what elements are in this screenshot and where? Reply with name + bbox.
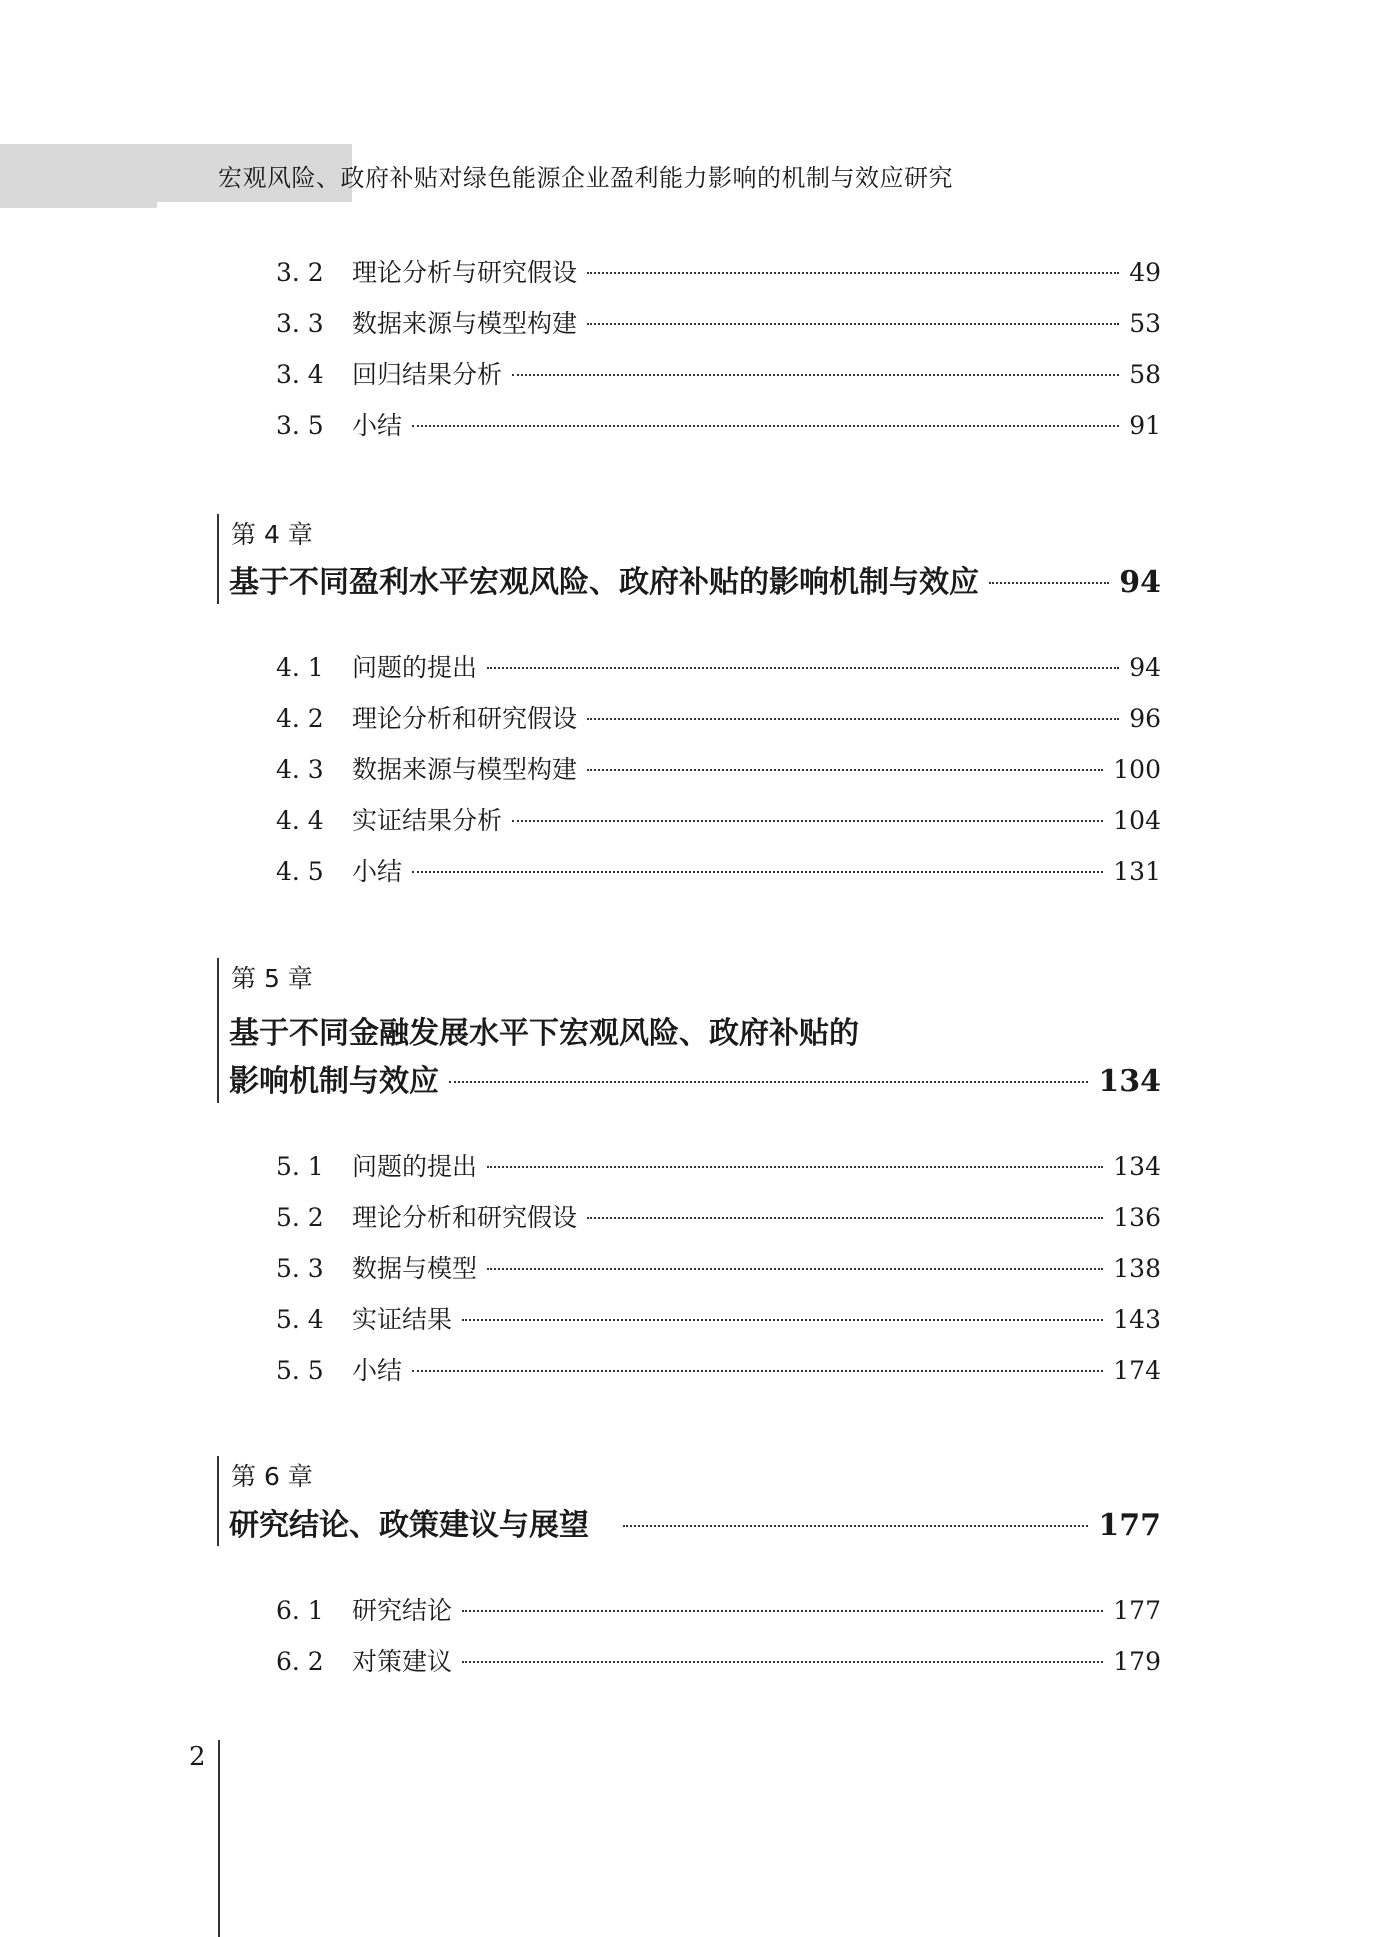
dot-leader xyxy=(587,272,1119,274)
chapter-page-number: 134 xyxy=(1098,1064,1161,1099)
page-number: 131 xyxy=(1113,857,1161,886)
section-number: 6. 1 xyxy=(276,1596,324,1625)
chapter-title-entry[interactable] xyxy=(229,1507,1161,1545)
toc-entry[interactable] xyxy=(276,1253,1161,1285)
section-number: 4. 1 xyxy=(276,653,324,682)
dot-leader xyxy=(623,1525,1088,1527)
section-number: 4. 3 xyxy=(276,755,324,784)
chapter-title: 基于不同盈利水平宏观风险、政府补贴的影响机制与效应 xyxy=(229,565,979,600)
section-title: 小结 xyxy=(352,411,403,440)
chapter-title-line2: 影响机制与效应 xyxy=(229,1064,439,1099)
page-number: 179 xyxy=(1113,1647,1161,1676)
page-number: 96 xyxy=(1129,704,1161,733)
section-title: 问题的提出 xyxy=(352,653,478,682)
section-number: 3. 3 xyxy=(276,309,324,338)
dot-leader xyxy=(412,425,1119,427)
dot-leader xyxy=(989,582,1109,584)
dot-leader xyxy=(587,718,1119,720)
dot-leader xyxy=(462,1661,1103,1663)
page-number: 136 xyxy=(1113,1203,1161,1232)
running-header-title: 宏观风险、政府补贴对绿色能源企业盈利能力影响的机制与效应研究 xyxy=(218,164,953,192)
section-title: 数据来源与模型构建 xyxy=(352,755,578,784)
page-number: 53 xyxy=(1129,309,1161,338)
toc-entry[interactable] xyxy=(276,1202,1161,1234)
dot-leader xyxy=(462,1319,1103,1321)
toc-entry[interactable] xyxy=(276,410,1161,442)
header-bar xyxy=(0,144,157,208)
toc-entry[interactable] xyxy=(276,1304,1161,1336)
section-number: 5. 1 xyxy=(276,1152,324,1181)
section-title: 问题的提出 xyxy=(352,1152,478,1181)
toc-entry[interactable] xyxy=(276,257,1161,289)
dot-leader xyxy=(462,1610,1103,1612)
dot-leader xyxy=(449,1081,1088,1083)
section-title: 研究结论 xyxy=(352,1596,453,1625)
toc-entry[interactable] xyxy=(276,1595,1161,1627)
chapter-rule xyxy=(217,514,219,604)
chapter-page-number: 94 xyxy=(1119,565,1161,600)
page-number: 143 xyxy=(1113,1305,1161,1334)
section-title: 小结 xyxy=(352,1356,403,1385)
toc-entry[interactable] xyxy=(276,754,1161,786)
section-number: 3. 4 xyxy=(276,360,324,389)
section-number: 6. 2 xyxy=(276,1647,324,1676)
toc-entry[interactable] xyxy=(276,703,1161,735)
section-number: 4. 2 xyxy=(276,704,324,733)
dot-leader xyxy=(512,374,1119,376)
chapter-page-number: 177 xyxy=(1098,1508,1161,1543)
page-number: 174 xyxy=(1113,1356,1161,1385)
page-number: 100 xyxy=(1113,755,1161,784)
dot-leader xyxy=(487,1166,1103,1168)
dot-leader xyxy=(587,1217,1103,1219)
section-title: 数据来源与模型构建 xyxy=(352,309,578,338)
page-number: 138 xyxy=(1113,1254,1161,1283)
toc-entry[interactable] xyxy=(276,1355,1161,1387)
dot-leader xyxy=(487,1268,1103,1270)
section-number: 5. 4 xyxy=(276,1305,324,1334)
toc-entry[interactable] xyxy=(276,308,1161,340)
folio-rule xyxy=(218,1740,220,1937)
page-number: 49 xyxy=(1129,258,1161,287)
folio-page-number: 2 xyxy=(189,1742,206,1772)
section-title: 理论分析与研究假设 xyxy=(352,258,578,287)
section-title: 实证结果 xyxy=(352,1305,453,1334)
chapter-title: 研究结论、政策建议与展望 xyxy=(229,1508,589,1543)
dot-leader xyxy=(587,769,1103,771)
chapter-number: 第 5 章 xyxy=(231,964,313,993)
section-title: 小结 xyxy=(352,857,403,886)
section-title: 实证结果分析 xyxy=(352,806,503,835)
section-number: 5. 5 xyxy=(276,1356,324,1385)
section-title: 理论分析和研究假设 xyxy=(352,1203,578,1232)
dot-leader xyxy=(512,820,1103,822)
section-title: 对策建议 xyxy=(352,1647,453,1676)
dot-leader xyxy=(412,871,1103,873)
toc-entry[interactable] xyxy=(276,1151,1161,1183)
chapter-number: 第 4 章 xyxy=(231,520,313,549)
toc-entry[interactable] xyxy=(276,359,1161,391)
section-number: 4. 5 xyxy=(276,857,324,886)
chapter-rule xyxy=(217,1456,219,1546)
chapter-title-line1: 基于不同金融发展水平下宏观风险、政府补贴的 xyxy=(229,1016,859,1051)
section-title: 回归结果分析 xyxy=(352,360,503,389)
section-number: 5. 2 xyxy=(276,1203,324,1232)
page-number: 134 xyxy=(1113,1152,1161,1181)
page-number: 177 xyxy=(1113,1596,1161,1625)
page-number: 104 xyxy=(1113,806,1161,835)
toc-entry[interactable] xyxy=(276,805,1161,837)
page-number: 91 xyxy=(1129,411,1161,440)
section-number: 4. 4 xyxy=(276,806,324,835)
page-number: 58 xyxy=(1129,360,1161,389)
dot-leader xyxy=(587,323,1119,325)
section-number: 3. 5 xyxy=(276,411,324,440)
toc-entry[interactable] xyxy=(276,1646,1161,1678)
chapter-title-entry[interactable] xyxy=(229,1063,1161,1101)
dot-leader xyxy=(412,1370,1103,1372)
section-title: 理论分析和研究假设 xyxy=(352,704,578,733)
section-title: 数据与模型 xyxy=(352,1254,478,1283)
toc-entry[interactable] xyxy=(276,652,1161,684)
chapter-number: 第 6 章 xyxy=(231,1462,313,1491)
dot-leader xyxy=(487,667,1119,669)
chapter-title-entry[interactable] xyxy=(229,564,1161,602)
section-number: 5. 3 xyxy=(276,1254,324,1283)
chapter-rule xyxy=(217,958,219,1103)
page-number: 94 xyxy=(1129,653,1161,682)
section-number: 3. 2 xyxy=(276,258,324,287)
toc-entry[interactable] xyxy=(276,856,1161,888)
